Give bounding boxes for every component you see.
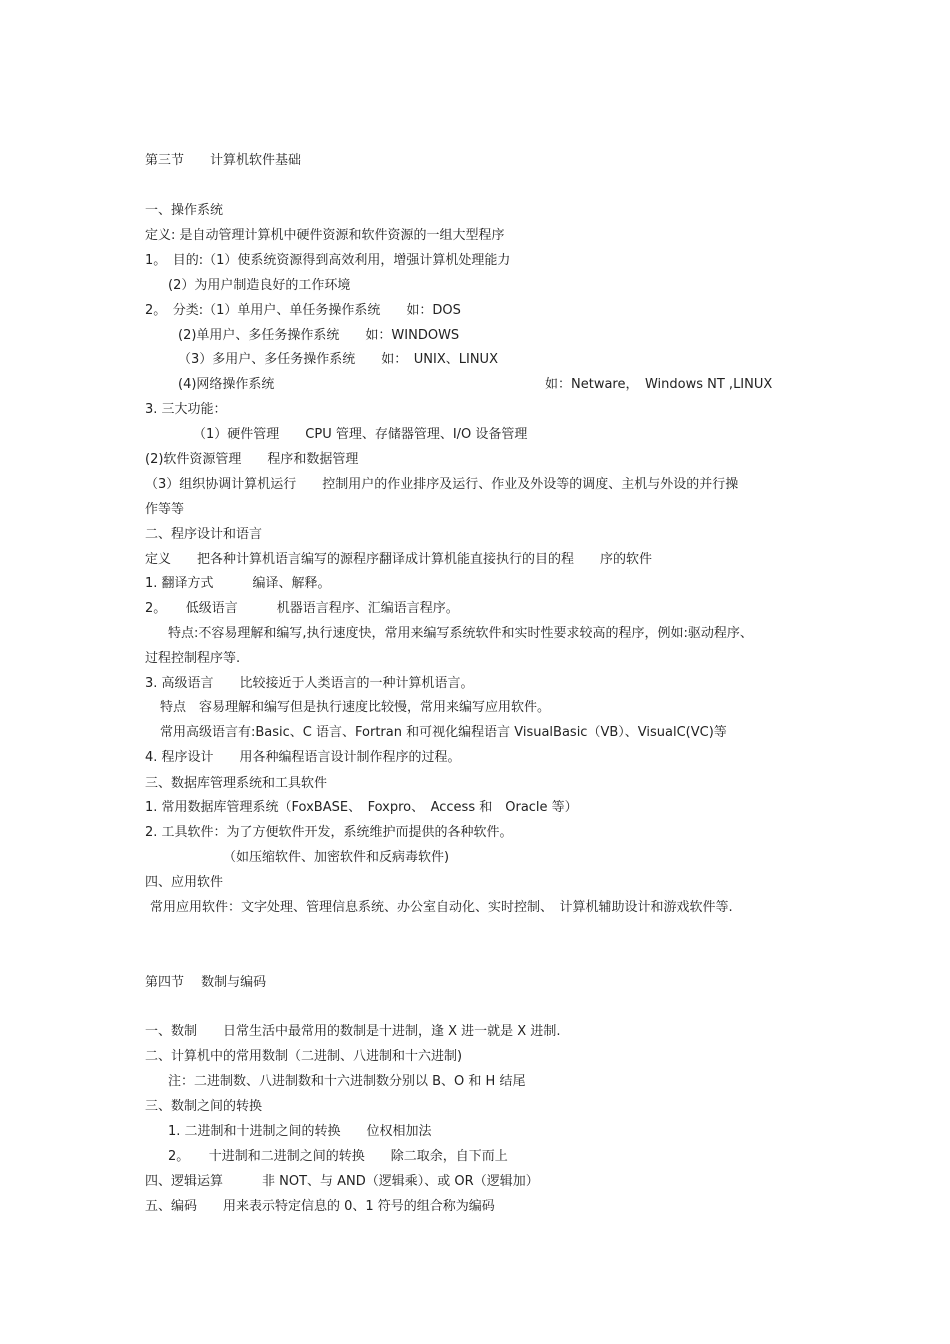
os-item-3b: (2)软件资源管理 程序和数据管理	[145, 452, 359, 467]
os-item-2d-example: 如：Netware， Windows NT ,LINUX	[545, 377, 773, 392]
db-item-2: 2. 工具软件：为了方便软件开发，系统维护而提供的各种软件。	[145, 825, 513, 840]
section-4-title: 第四节 数制与编码	[145, 975, 267, 990]
os-item-2b: (2)单用户、多任务操作系统 如：WINDOWS	[178, 328, 460, 343]
code-heading: 五、编码 用来表示特定信息的 0、1 符号的组合称为编码	[145, 1199, 495, 1214]
os-item-2: 2。 分类:（1）单用户、单任务操作系统 如：DOS	[145, 303, 461, 318]
os-item-1b: (2）为用户制造良好的工作环境	[168, 278, 351, 293]
lang-item-2: 2。 低级语言 机器语言程序、汇编语言程序。	[145, 601, 459, 616]
lang-item-3-feature: 特点 容易理解和编写但是执行速度比较慢，常用来编写应用软件。	[160, 700, 551, 715]
lang-item-3-common: 常用高级语言有:Basic、C 语言、Fortran 和可视化编程语言 VisualBasic（VB）、VisualC(VC)等	[160, 725, 727, 740]
conv-item-1: 1. 二进制和十进制之间的转换 位权相加法	[168, 1124, 432, 1139]
lang-item-1: 1. 翻译方式 编译、解释。	[145, 576, 331, 591]
app-text: 常用应用软件：文字处理、管理信息系统、办公室自动化、实时控制、 计算机辅助设计和游戏软件等.	[150, 900, 733, 915]
section-3-title: 第三节 计算机软件基础	[145, 153, 302, 168]
os-item-3c-cont: 作等等	[145, 502, 185, 517]
lang-item-4: 4. 程序设计 用各种编程语言设计制作程序的过程。	[145, 750, 461, 765]
lang-item-2-feature: 特点:不容易理解和编写,执行速度快，常用来编写系统软件和实时性要求较高的程序，例如:驱动程序、	[168, 626, 753, 641]
os-item-3a: （1）硬件管理 CPU 管理、存储器管理、I/O 设备管理	[193, 427, 528, 442]
os-item-1: 1。 目的:（1）使系统资源得到高效利用，增强计算机处理能力	[145, 253, 511, 268]
conv-item-2: 2。 十进制和二进制之间的转换 除二取余，自下而上	[168, 1149, 508, 1164]
lang-item-2-feature-cont: 过程控制程序等.	[145, 651, 241, 666]
db-heading: 三、数据库管理系统和工具软件	[145, 776, 328, 791]
num-note: 注：二进制数、八进制数和十六进制数分别以 B、O 和 H 结尾	[168, 1074, 526, 1089]
os-item-2d: (4)网络操作系统	[178, 377, 275, 392]
os-definition: 定义: 是自动管理计算机中硬件资源和软件资源的一组大型程序	[145, 228, 505, 243]
common-num-heading: 二、计算机中的常用数制（二进制、八进制和十六进制)	[145, 1049, 463, 1064]
os-heading: 一、操作系统	[145, 203, 224, 218]
lang-definition: 定义 把各种计算机语言编写的源程序翻译成计算机能直接执行的目的程 序的软件	[145, 552, 653, 567]
db-item-2-examples: （如压缩软件、加密软件和反病毒软件)	[223, 850, 450, 865]
os-item-3c: （3）组织协调计算机运行 控制用户的作业排序及运行、作业及外设等的调度、主机与外设的并行操	[145, 477, 739, 492]
os-item-2c: （3）多用户、多任务操作系统 如： UNIX、LINUX	[178, 352, 498, 367]
num-heading: 一、数制 日常生活中最常用的数制是十进制，逢 X 进一就是 X 进制.	[145, 1024, 561, 1039]
os-item-3: 3. 三大功能：	[145, 402, 227, 417]
app-heading: 四、应用软件	[145, 875, 224, 890]
db-item-1: 1. 常用数据库管理系统（FoxBASE、 Foxpro、 Access 和 Oracle 等）	[145, 800, 578, 815]
logic-heading: 四、逻辑运算 非 NOT、与 AND（逻辑乘）、或 OR（逻辑加）	[145, 1174, 539, 1189]
lang-item-3: 3. 高级语言 比较接近于人类语言的一种计算机语言。	[145, 676, 474, 691]
lang-heading: 二、程序设计和语言	[145, 527, 263, 542]
conv-heading: 三、数制之间的转换	[145, 1099, 263, 1114]
